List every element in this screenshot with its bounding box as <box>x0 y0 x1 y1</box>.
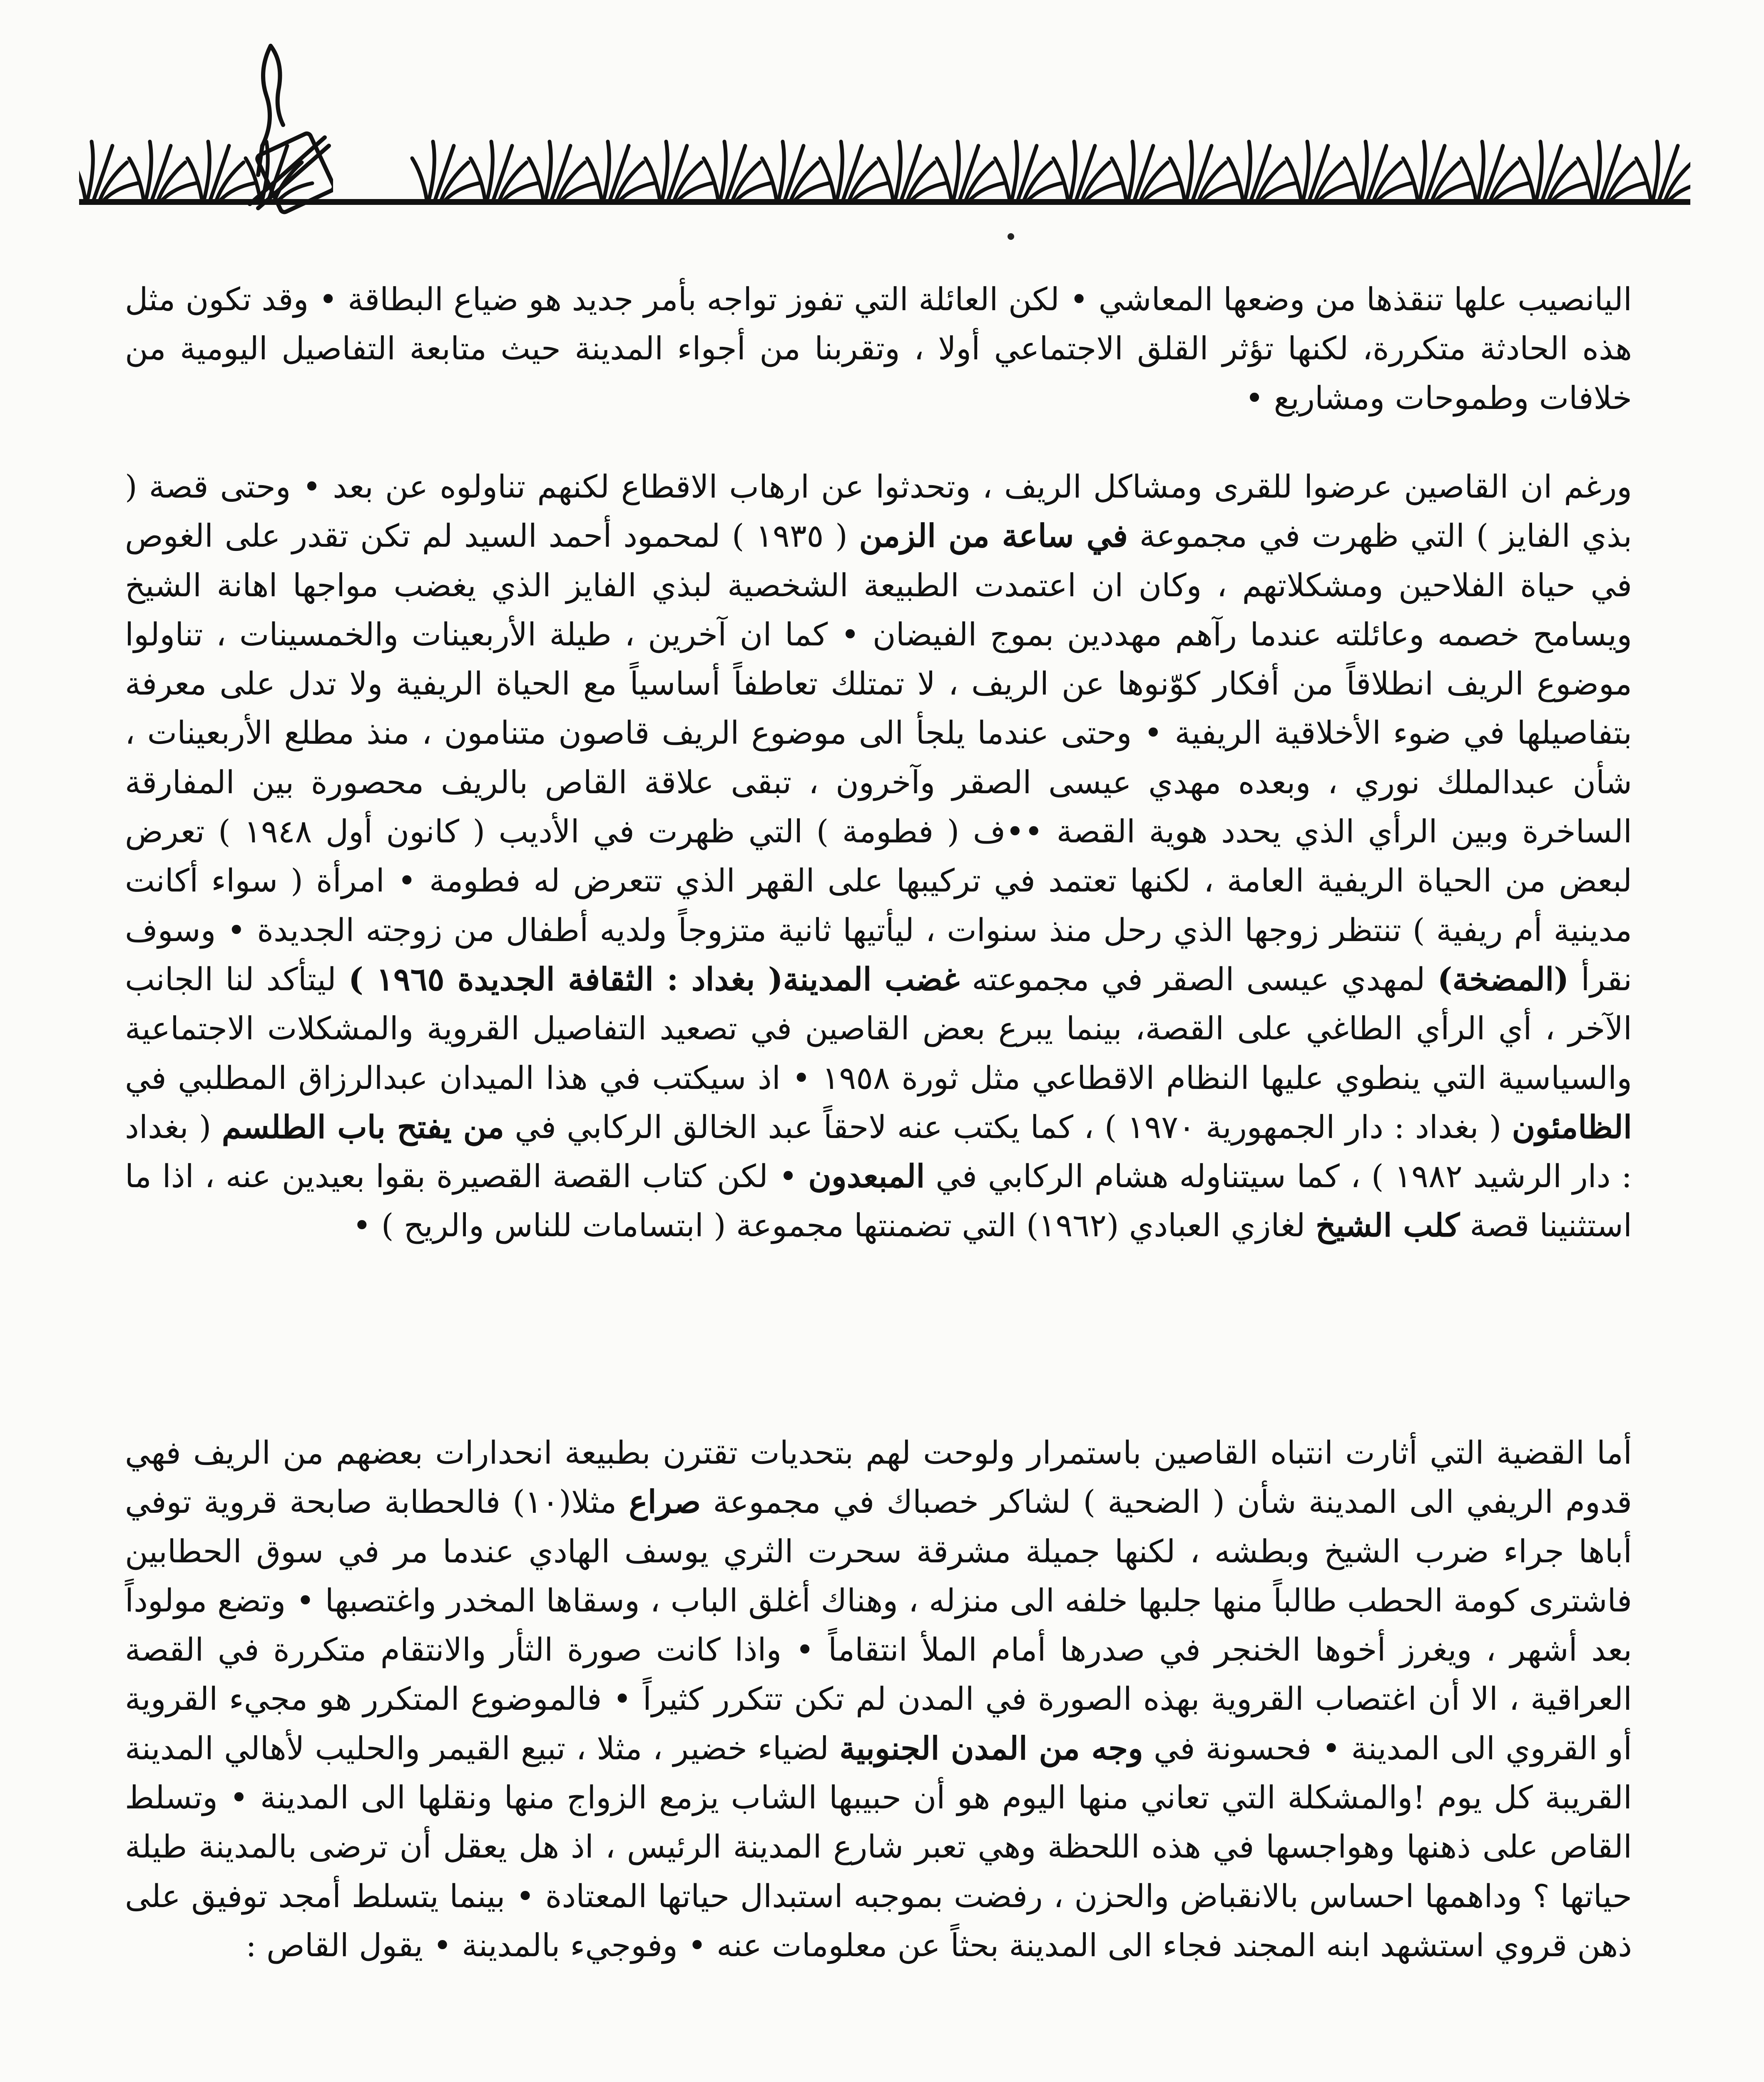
paragraph-3 <box>125 1428 1632 1970</box>
paragraph-2 <box>125 462 1632 1250</box>
quill-and-inkpot-icon <box>233 37 333 217</box>
paragraph-3-text: أما القضية التي أثارت انتباه القاصين باستمرار ولوحت لهم بتحديات تقترن بطبيعة انحدارات بعضهم من الريف فهي قدوم الريفي الى المدينة شأن ( الضحية ) لشاكر خصباك في مجموعة صراع مثلا(١٠) فالحطابة صابحة قروية توفي أباها جراء ضرب الشيخ وبطشه ، لكنها جميلة مشرقة سحرت الثري يوسف الهادي عندما مر في سوق الحطابين فاشترى كومة الحطب طالباً منها جلبها خلفه الى منزله ، وهناك أغلق الباب ، وسقاها المخدر واغتصبها • وتضع مولوداً بعد أشهر ، ويغرز أخوها الخنجر في صدرها أمام الملأ انتقاماً • واذا كانت صورة الثأر والانتقام متكررة في القصة العراقية ، الا أن اغتصاب القروية بهذه الصورة في المدن لم تكن تتكرر كثيراً • فالموضوع المتكرر هو مجيء القروية أو القروي الى المدينة • فحسونة في وجه من المدن الجنوبية لضياء خضير ، مثلا ، تبيع القيمر والحليب لأهالي المدينة القريبة كل يوم !والمشكلة التي تعاني منها اليوم هو أن حبيبها الشاب يزمع الزواج منها ونقلها الى المدينة • وتسلط القاص على ذهنها وهواجسها في هذه اللحظة وهي تعبر شارع المدينة الرئيس ، اذ هل يعقل أن ترضى بالمدينة طيلة حياتها ؟ وداهمها احساس بالانقباض والحزن ، رفضت بموجبه استبدال حياتها المعتادة • بينما يتسلط أمجد توفيق على ذهن قروي استشهد ابنه المجند فجاء الى المدينة بحثاً عن معلومات عنه • وفوجيء بالمدينة • يقول القاص : <box>125 1434 1632 1964</box>
story-title: وجه من المدن الجنوبية <box>839 1729 1143 1767</box>
book-title: صراع <box>629 1483 701 1521</box>
story-title: كلب الشيخ <box>1315 1207 1460 1244</box>
book-title: في ساعة من الزمن <box>859 517 1128 555</box>
paragraph-1-text: اليانصيب علها تنقذها من وضعها المعاشي • لكن العائلة التي تفوز تواجه بأمر جديد هو ضياع البطاقة • وقد تكون مثل هذه الحادثة متكررة، لكنها تؤثر القلق الاجتماعي أولا ، وتقربنا من أجواء المدينة حيث متابعة التفاصيل اليومية من خلافات وطموحات ومشاريع • <box>125 281 1632 416</box>
paragraph-2-text: ورغم ان القاصين عرضوا للقرى ومشاكل الريف ، وتحدثوا عن ارهاب الاقطاع لكنهم تناولوه عن بعد • وحتى قصة ( بذي الفايز ) التي ظهرت في مجموعة في ساعة من الزمن ( ١٩٣٥ ) لمحمود أحمد السيد لم تكن تقدر على الغوص في حياة الفلاحين ومشكلاتهم ، وكان ان اعتمدت الطبيعة الشخصية لبذي الفايز الذي يغضب مواجها اهانة الشيخ ويسامح خصمه وعائلته عندما رآهم مهددين بموج الفيضان • كما ان آخرين ، طيلة الأربعينات والخمسينات ، تناولوا موضوع الريف انطلاقاً من أفكار كوّنوها عن الريف ، لا تمتلك تعاطفاً أساسياً مع الحياة الريفية ولا تدل على معرفة بتفاصيلها في ضوء الأخلاقية الريفية • وحتى عندما يلجأ الى موضوع الريف قاصون متنامون ، منذ مطلع الأربعينات ، شأن عبدالملك نوري ، وبعده مهدي عيسى الصقر وآخرون ، تبقى علاقة القاص بالريف محصورة بين المفارقة الساخرة وبين الرأي الذي يحدد هوية القصة ••ف ( فطومة ) التي ظهرت في الأديب ( كانون أول ١٩٤٨ ) تعرض لبعض من الحياة الريفية العامة ، لكنها تعتمد في تركيبها على القهر الذي تتعرض له فطومة • امرأة ( سواء أكانت مدينية أم ريفية ) تنتظر زوجها الذي رحل منذ سنوات ، ليأتيها ثانية متزوجاً ولديه أطفال من زوجته الجديدة • وسوف نقرأ (المضخة) لمهدي عيسى الصقر في مجموعته غضب المدينة( بغداد : الثقافة الجديدة ١٩٦٥ ) ليتأكد لنا الجانب الآخر ، أي الرأي الطاغي على القصة، بينما يبرع بعض القاصين في تصعيد التفاصيل القروية والمشكلات الاجتماعية والسياسية التي ينطوي عليها النظام الاقطاعي مثل ثورة ١٩٥٨ • اذ سيكتب في هذا الميدان عبدالرزاق المطلبي في الظامئون ( بغداد : دار الجمهورية ١٩٧٠ ) ، كما يكتب عنه لاحقاً عبد الخالق الركابي في من يفتح باب الطلسم ( بغداد : دار الرشيد ١٩٨٢ ) ، كما سيتناوله هشام الركابي في المبعدون • لكن كتاب القصة القصيرة بقوا بعيدين عنه ، اذا ما استثنينا قصة كلب الشيخ لغازي العبادي (١٩٦٢) التي تضمنتها مجموعة ( ابتسامات للناس والريح ) • <box>125 468 1632 1244</box>
book-title: غضب المدينة( بغداد : الثقافة الجديدة ١٩٦٥ ) <box>348 960 960 998</box>
story-title: (المضخة) <box>1437 960 1569 998</box>
book-title: الظامئون <box>1512 1108 1632 1146</box>
paragraph-1 <box>125 275 1632 423</box>
ornament-dot <box>1008 233 1014 240</box>
book-title: من يفتح باب الطلسم <box>221 1108 505 1146</box>
book-title: المبعدون <box>808 1158 925 1195</box>
